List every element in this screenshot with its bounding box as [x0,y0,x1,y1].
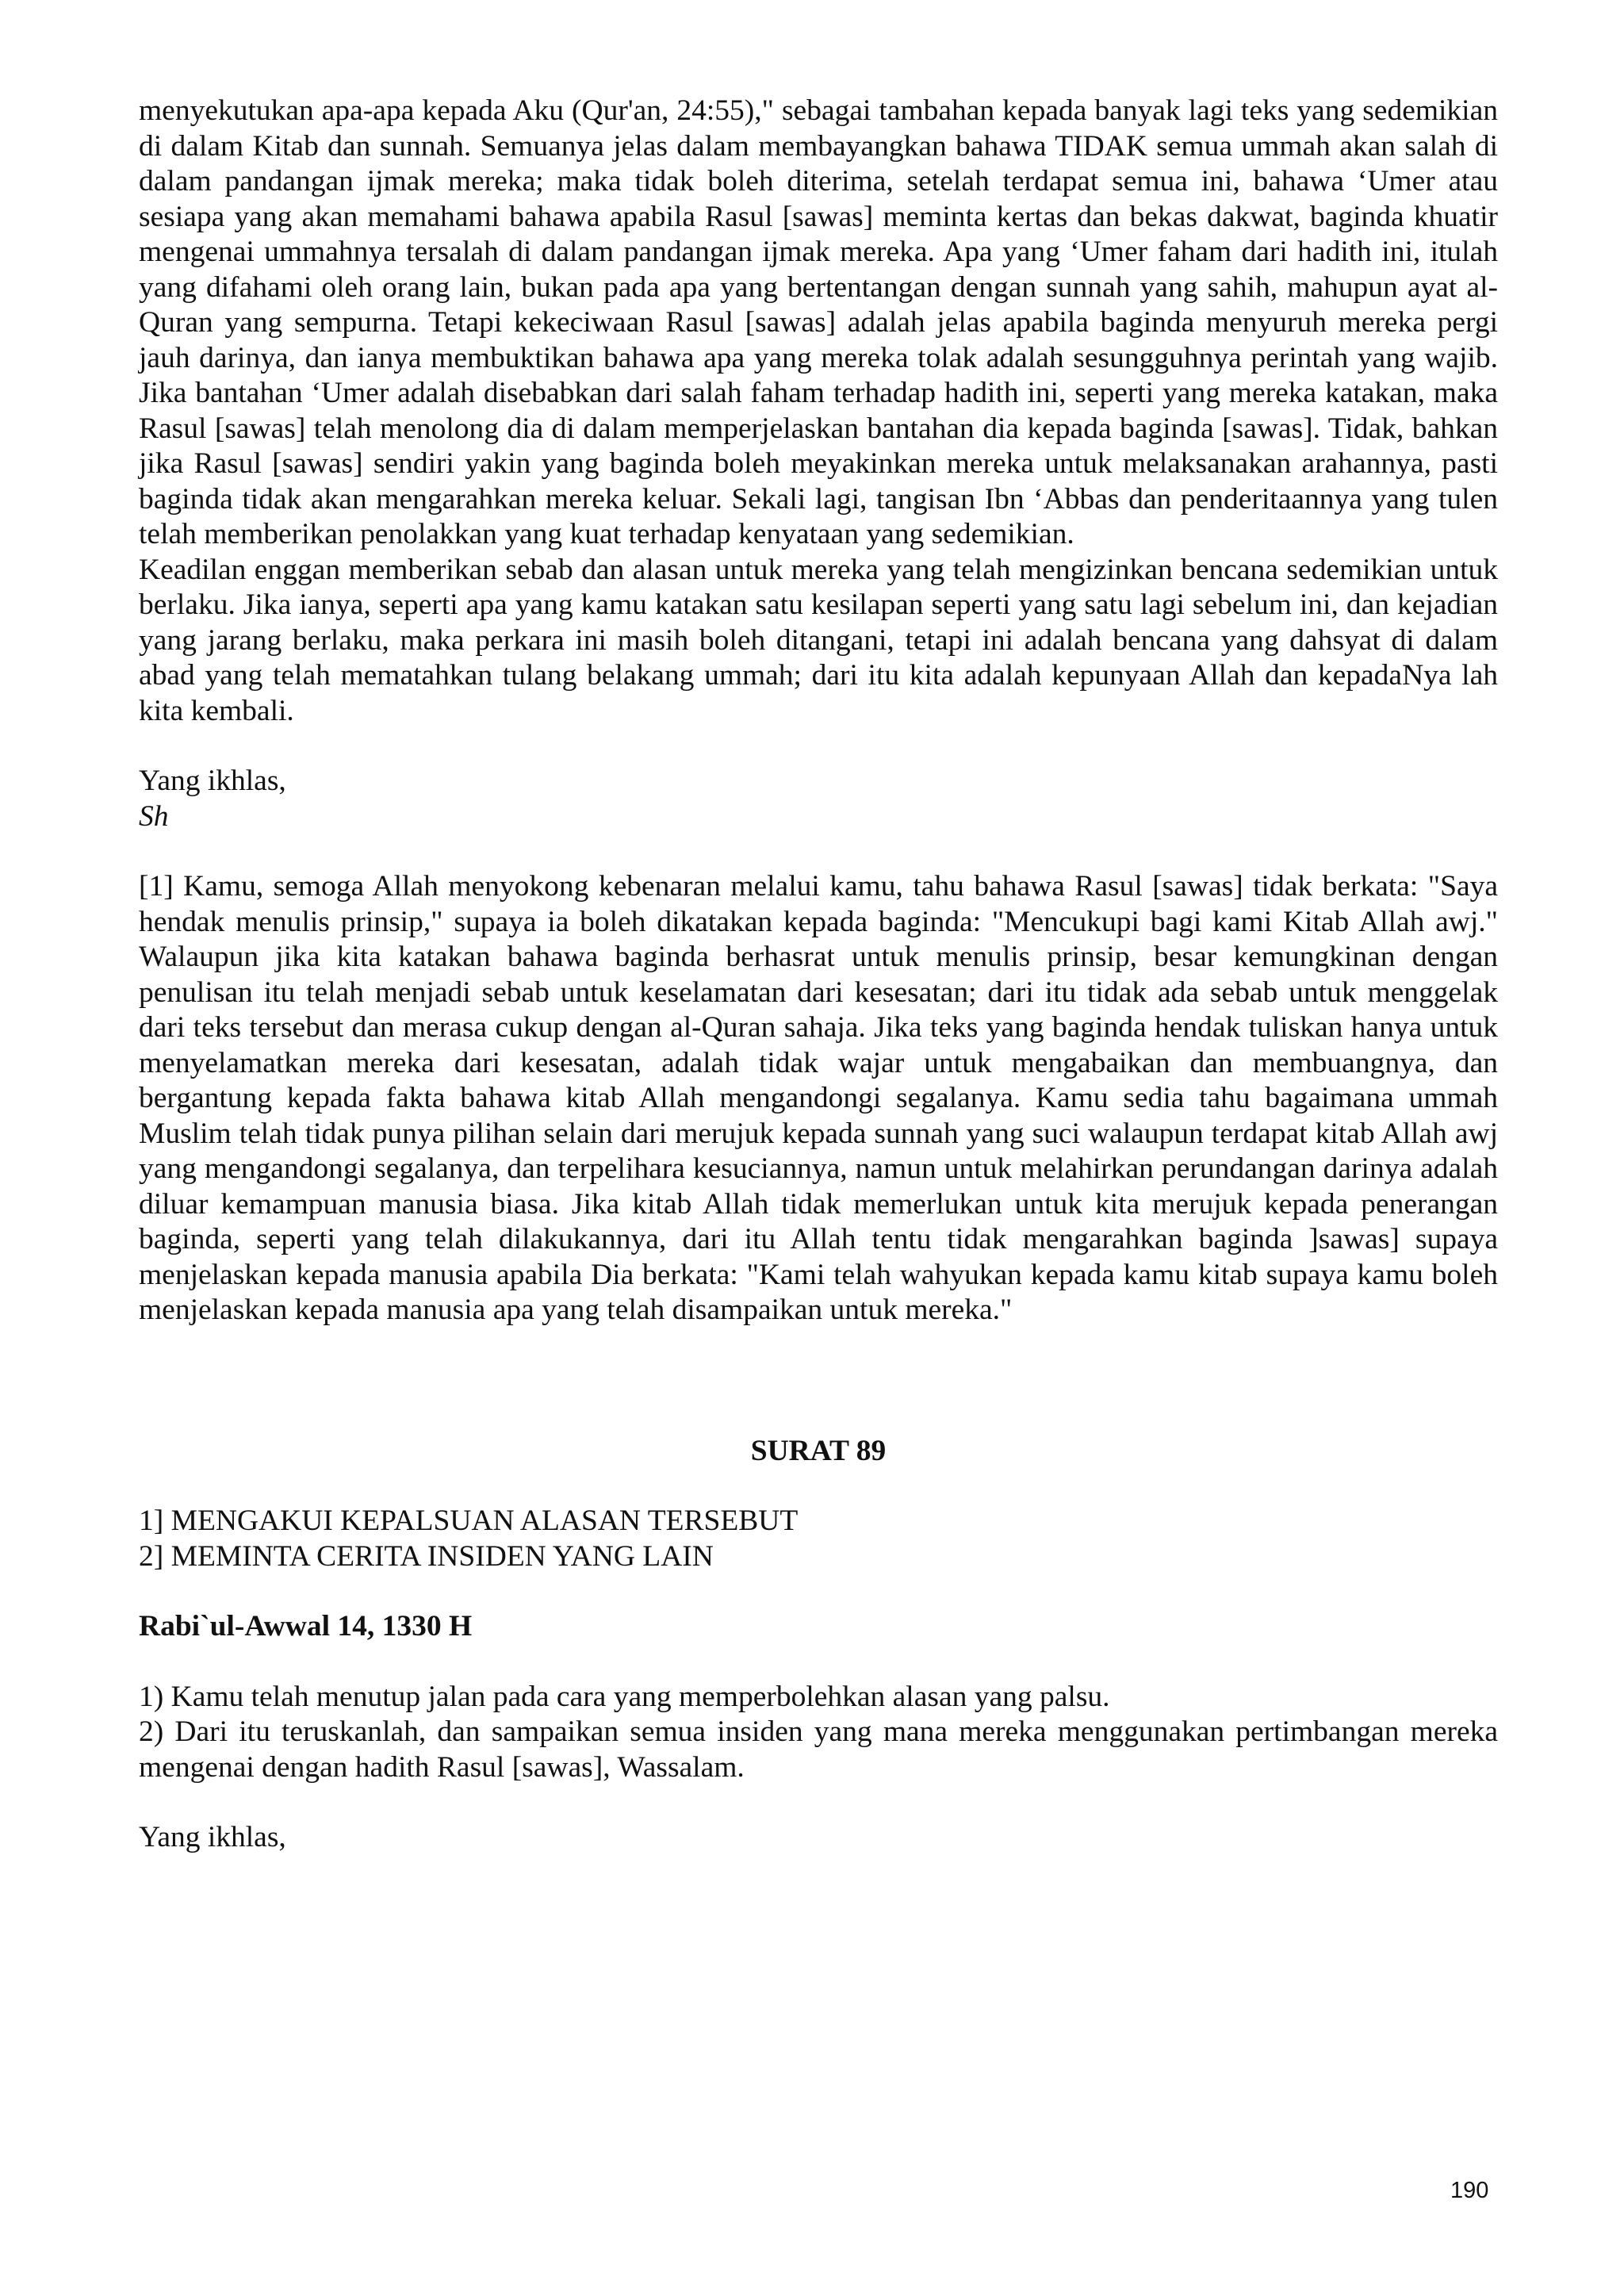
document-page [139,94,1498,1856]
topic-1: 1] MENGAKUI KEPALSUAN ALASAN TERSEBUT [139,1504,799,1537]
footnote-1: [1] Kamu, semoga Allah menyokong kebenaran melalui kamu, tahu bahawa Rasul [sawas] tidak berkata: "Saya hendak menulis prinsip," supaya ia boleh dikatakan kepada baginda: "Mencukupi bagi kami Kitab Allah awj." Walaupun jika kita katakan bahawa baginda berhasrat untuk menulis prinsip, besar kemungkinan dengan penulisan itu telah menjadi sebab untuk keselamatan dari kesesatan; dari itu tidak ada sebab untuk menggelak dari teks tersebut dan merasa cukup dengan al-Quran sahaja. Jika teks yang baginda hendak tuliskan hanya untuk menyelamatkan mereka dari kesesatan, adalah tidak wajar untuk mengabaikan dan membuangnya, dan bergantung kepada fakta bahawa kitab Allah mengandongi segalanya. Kamu sedia tahu bagaimana ummah Muslim telah tidak punya pilihan selain dari merujuk kepada sunnah yang suci walaupun terdapat kitab Allah awj yang mengandongi segalanya, dan terpelihara kesuciannya, namun untuk melahirkan perundangan darinya adalah diluar kemampuan manusia biasa. Jika kitab Allah tidak memerlukan untuk kita merujuk kepada penerangan baginda, seperti yang telah dilakukannya, dari itu Allah tentu tidak mengarahkan baginda ]sawas] supaya menjelaskan kepada manusia apabila Dia berkata: "Kami telah wahyukan kepada kamu kitab supaya kamu boleh menjelaskan kepada manusia apa yang telah disampaikan untuk mereka." [139,870,1498,1326]
spacer [139,1328,1498,1434]
signature: Sh [139,799,169,833]
point-1: 1) Kamu telah menutup jalan pada cara yang memperbolehkan alasan yang palsu. [139,1680,1110,1713]
point-2: 2) Dari itu teruskanlah, dan sampaikan semua insiden yang mana mereka menggunakan pertimbangan mereka mengenai dengan hadith Rasul [sawas], Wassalam. [139,1715,1498,1784]
spacer [139,1645,1498,1680]
spacer [139,1574,1498,1609]
body-paragraph-2: Keadilan enggan memberikan sebab dan alasan untuk mereka yang telah mengizinkan bencana sedemikian untuk berlaku. Jika ianya, seperti apa yang kamu katakan satu kesilapan seperti yang satu lagi sebelum ini, dan kejadian yang jarang berlaku, maka perkara ini masih boleh ditangani, tetapi ini adalah bencana yang dahsyat di dalam abad yang telah mematahkan tulang belakang ummah; dari itu kita adalah kepunyaan Allah dan kepadaNya lah kita kembali. [139,553,1498,727]
body-paragraph-1: menyekutukan apa-apa kepada Aku (Qur'an, 24:55)," sebagai tambahan kepada banyak lagi teks yang sedemikian di dalam Kitab dan sunnah. Semuanya jelas dalam membayangkan bahawa TIDAK semua ummah akan salah di dalam pandangan ijmak mereka; maka tidak boleh diterima, setelah terdapat semua ini, bahawa ‘Umer atau sesiapa yang akan memahami bahawa apabila Rasul [sawas] meminta kertas dan bekas dakwat, baginda khuatir mengenai ummahnya tersalah di dalam pandangan ijmak mereka. Apa yang ‘Umer faham dari hadith ini, itulah yang difahami oleh orang lain, bukan pada apa yang bertentangan dengan sunnah yang sahih, mahupun ayat al-Quran yang sempurna. Tetapi kekeciwaan Rasul [sawas] adalah jelas apabila baginda menyuruh mereka pergi jauh darinya, dan ianya membuktikan bahawa apa yang mereka tolak adalah sesungguhnya perintah yang wajib. Jika bantahan ‘Umer adalah disebabkan dari salah faham terhadap hadith ini, seperti yang mereka katakan, maka Rasul [sawas] telah menolong dia di dalam memperjelaskan bantahan dia kepada baginda [sawas]. Tidak, bahkan jika Rasul [sawas] sendiri yakin yang baginda boleh meyakinkan mereka untuk melaksanakan arahannya, pasti baginda tidak akan mengarahkan mereka keluar. Sekali lagi, tangisan Ibn ‘Abbas dan penderitaannya yang tulen telah memberikan penolakkan yang kuat terhadap kenyataan yang sedemikian. [139,94,1498,550]
spacer [139,729,1498,764]
topic-2: 2] MEMINTA CERITA INSIDEN YANG LAIN [139,1539,714,1573]
section-title: SURAT 89 [750,1434,887,1467]
closing-salutation: Yang ikhlas, [139,765,286,797]
spacer [139,1785,1498,1820]
closing-salutation-2: Yang ikhlas, [139,1821,286,1853]
spacer [139,834,1498,869]
page-number: 190 [1450,2178,1489,2203]
spacer [139,1469,1498,1504]
letter-date: Rabi`ul-Awwal 14, 1330 H [139,1610,473,1642]
